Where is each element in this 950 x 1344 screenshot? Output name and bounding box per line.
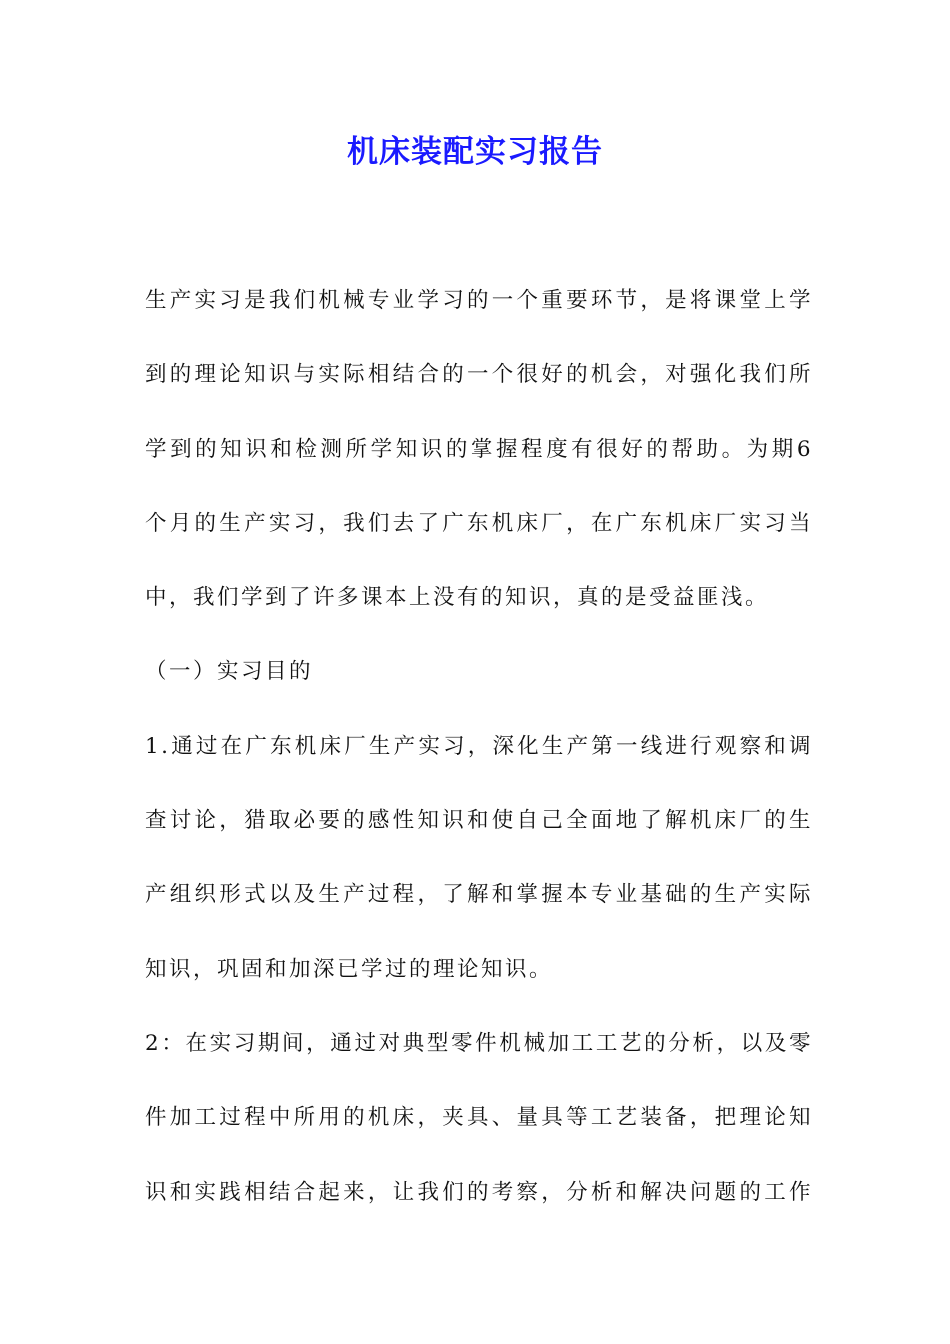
paragraph-line: 1.通过在广东机床厂生产实习，深化生产第一线进行观察和调 xyxy=(145,733,813,759)
paragraph-line: 中，我们学到了许多课本上没有的知识，真的是受益匪浅。 xyxy=(145,585,770,611)
paragraph-line: 生产实习是我们机械专业学习的一个重要环节，是将课堂上学 xyxy=(145,288,813,313)
paragraph-line: 产组织形式以及生产过程，了解和掌握本专业基础的生产实际 xyxy=(145,882,813,908)
document-title: 机床装配实习报告 xyxy=(347,134,603,170)
section-heading: （一）实习目的 xyxy=(145,659,314,685)
paragraph-line: 查讨论，猎取必要的感性知识和使自己全面地了解机床厂的生 xyxy=(145,808,813,834)
paragraph-line: 件加工过程中所用的机床，夹具、量具等工艺装备，把理论知 xyxy=(145,1105,813,1131)
paragraph-line: 知识，巩固和加深已学过的理论知识。 xyxy=(145,956,554,982)
paragraph-line: 学到的知识和检测所学知识的掌握程度有很好的帮助。为期6 xyxy=(145,436,813,462)
paragraph-line: 2：在实习期间，通过对典型零件机械加工工艺的分析，以及零 xyxy=(145,1030,813,1056)
paragraph-line: 个月的生产实习，我们去了广东机床厂，在广东机床厂实习当 xyxy=(145,510,813,536)
paragraph-line: 到的理论知识与实际相结合的一个很好的机会，对强化我们所 xyxy=(145,362,813,388)
document-body xyxy=(145,264,813,1230)
paragraph-line: 识和实践相结合起来，让我们的考察，分析和解决问题的工作 xyxy=(145,1179,813,1205)
